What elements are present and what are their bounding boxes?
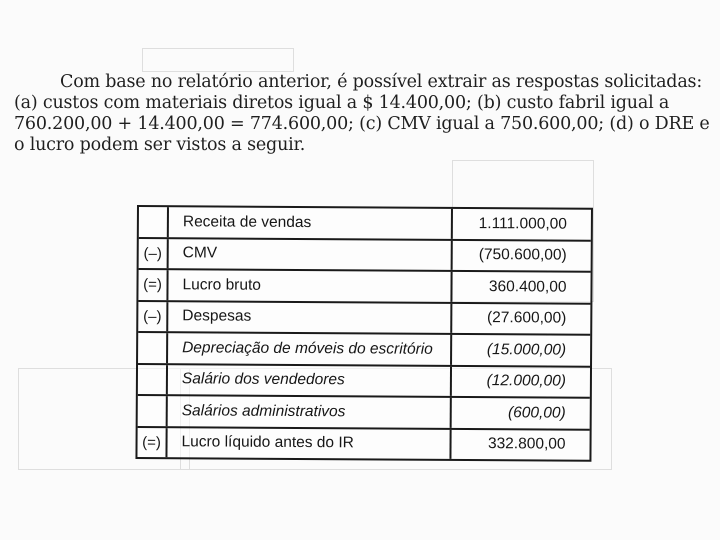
table-row: [138, 396, 590, 430]
value-cell: 360.400,00: [488, 277, 567, 296]
show-through-box: [142, 48, 294, 72]
value-cell: (12.000,00): [486, 372, 566, 390]
sign-cell: (–): [139, 239, 169, 269]
dre-table: [135, 205, 593, 462]
value-cell: 1.111.000,00: [478, 214, 567, 233]
description-cell: Salário dos vendedores: [168, 365, 452, 396]
value-cell: (27.600,00): [486, 309, 567, 327]
sign-cell: [138, 396, 168, 426]
description-cell: Despesas: [168, 302, 452, 333]
sign-cell: [138, 333, 168, 363]
description-cell: Lucro líquido antes do IR: [167, 428, 451, 459]
description-cell: Salários administrativos: [168, 396, 452, 427]
description-cell: CMV: [169, 239, 453, 270]
paragraph-line: (a) custos com materiais diretos igual a $ 14.400,00; (b) custo fabril igual a: [14, 93, 670, 113]
intro-paragraph: [14, 72, 720, 156]
paragraph-line: o lucro podem ser vistos a seguir.: [14, 135, 306, 155]
table-row: [139, 207, 591, 241]
table-row: [139, 239, 591, 273]
value-cell: (750.600,00): [478, 246, 567, 264]
value-cell: (600,00): [507, 404, 566, 422]
table-row: [138, 333, 590, 367]
description-cell: Lucro bruto: [168, 270, 452, 301]
description-cell: Receita de vendas: [169, 207, 453, 238]
sign-cell: (–): [138, 302, 168, 332]
table-row: [137, 428, 589, 460]
value-cell: (15.000,00): [486, 340, 567, 359]
table-row: [138, 365, 590, 399]
sign-cell: [138, 365, 168, 395]
table-row: [138, 270, 590, 304]
table-row: [138, 302, 590, 336]
sign-cell: (=): [137, 428, 167, 458]
sign-cell: (=): [138, 270, 168, 300]
paragraph-line: Com base no relatório anterior, é possível extrair as respostas solicitadas:: [60, 72, 703, 92]
value-cell: 332.800,00: [487, 435, 566, 453]
description-cell: Depreciação de móveis do escritório: [168, 333, 452, 364]
sign-cell: [139, 207, 169, 237]
paragraph-line: 760.200,00 + 14.400,00 = 774.600,00; (c) CMV igual a 750.600,00; (d) o DRE e: [14, 114, 710, 134]
